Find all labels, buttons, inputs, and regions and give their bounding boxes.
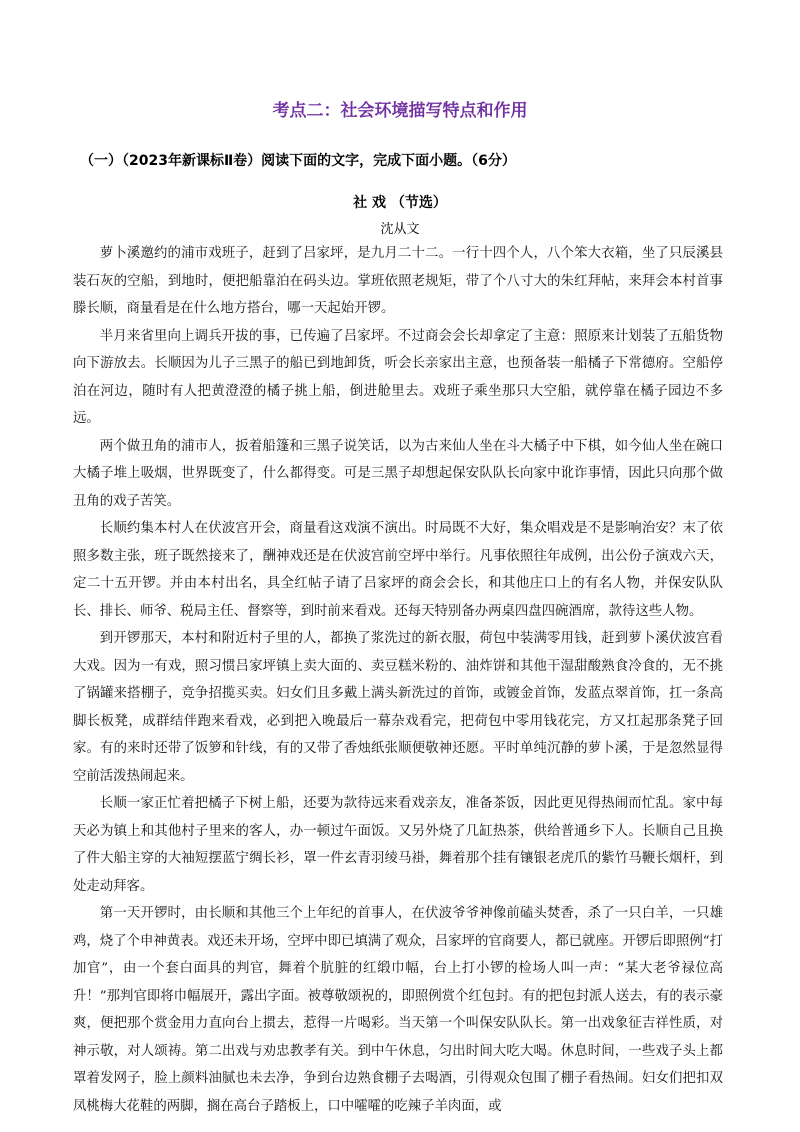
question-intro: （一）（2023年新课标Ⅱ卷）阅读下面的文字，完成下面小题。（6分） — [80, 153, 516, 169]
paragraph: 长顺约集本村人在伏波宫开会，商量看这戏演不演出。时局既不大好，集众唱戏是不是影响治安？末了依照多数主张，班子既然接来了，酬神戏还是在伏波宫前空坪中举行。凡事依照往年成例，出公份子演戏六天，定二十五开锣。并由本村出名，具全红帖子请了吕家坪的商会会长，和其他庄口上的有名人物，并保安队队长、排长、师爷、税局主任、督察等，到时前来看戏。还每天特别备办两桌四盘四碗酒席，款待这些人物。 — [73, 521, 723, 619]
paragraph: 第一天开锣时，由长顺和其他三个上年纪的首事人，在伏波爷爷神像前磕头焚香，杀了一只白羊，一只雄鸡，烧了个申神黄表。戏还未开场，空坪中即已填满了观众，吕家坪的官商要人，都已就座。开锣后即照例“打加官”，由一个套白面具的判官，舞着个肮脏的红缎巾幅，台上打小锣的检场人叫一声：“某大老爷禄位高升！”那判官即将巾幅展开，露出字面。被尊敬颂祝的，即照例赏个红包封。有的把包封派人送去，有的表示豪爽，便把那个赏金用力直向台上掼去，惹得一片喝彩。当天第一个叫保安队队长。第一出戏象征吉祥性质，对神示敬，对人颂祷。第二出戏与劝忠教孝有关。到中午休息，匀出时间大吃大喝。休息时间，一些戏子头上都罩着发网子，脸上颜料油腻也未去净，争到台边熟食棚子去喝酒，引得观众包围了棚子看热闹。妇女们把扣双凤桃梅大花鞋的两脚，搁在高台子踏板上，口中嚯嚯的吃辣子羊肉面，或 — [73, 906, 723, 1114]
article-title: 社 戏 （节选） — [353, 195, 447, 211]
article-author: 沈从文 — [380, 222, 420, 237]
paragraph: 两个做丑角的浦市人，扳着船篷和三黑子说笑话，以为古来仙人坐在斗大橘子中下棋，如今仙人坐在碗口大橘子堆上吸烟，世界既变了，什么都得变。可是三黑子却想起保安队队长向家中讹诈事情，因此只向那个做丑角的戏子苦笑。 — [73, 438, 723, 509]
paragraph: 萝卜溪邀约的浦市戏班子，赶到了吕家坪，是九月二十二。一行十四个人，八个笨大衣箱，坐了只辰溪县装石灰的空船，到地时，便把船靠泊在码头边。掌班依照老规矩，带了个八寸大的朱红拜帖，来拜会本村首事滕长顺，商量看是在什么地方搭台，哪一天起始开锣。 — [73, 246, 723, 316]
paragraph: 到开锣那天，本村和附近村子里的人，都换了浆洗过的新衣服，荷包中装满零用钱，赶到萝卜溪伏波宫看大戏。因为一有戏，照习惯吕家坪镇上卖大面的、卖豆糕米粉的、油炸饼和其他干湿甜酸熟食冷食的，无不挑了锅罐来搭棚子，竞争招揽买卖。妇女们且多戴上满头新洗过的首饰，或镀金首饰，发蓝点翠首饰，扛一条高脚长板凳，成群结伴跑来看戏，必到把入晚最后一幕杂戏看完，把荷包中零用钱花完，方又扛起那条凳子回家。有的来时还带了饭箩和针线，有的又带了香烛纸张顺便敬神还愿。平时单纯沉静的萝卜溪，于是忽然显得空前活泼热闹起来。 — [73, 631, 723, 784]
paragraph: 半月来省里向上调兵开拔的事，已传遍了吕家坪。不过商会会长却拿定了主意：照原来计划装了五船货物向下游放去。长顺因为儿子三黑子的船已到地卸货，听会长亲家出主意，也预备装一船橘子下常德府。空船停泊在河边，随时有人把黄澄澄的橘子挑上船，倒进舱里去。戏班子乘坐那只大空船，就停靠在橘子园边不多远。 — [73, 328, 723, 426]
paragraph: 长顺一家正忙着把橘子下树上船，还要为款待远来看戏亲友，准备茶饭，因此更见得热闹而忙乱。家中每天必为镇上和其他村子里来的客人，办一顿过午面饭。又另外烧了几缸热茶，供给普通乡下人。长顺自己且换了件大船主穿的大袖短摆蓝宁绸长衫，罩一件玄青羽绫马褂，舞着那个挂有镶银老虎爪的紫竹马鞭长烟杆，到处走动拜客。 — [73, 796, 723, 894]
article-body — [73, 240, 723, 1120]
section-heading: 考点二：社会环境描写特点和作用 — [272, 101, 528, 121]
